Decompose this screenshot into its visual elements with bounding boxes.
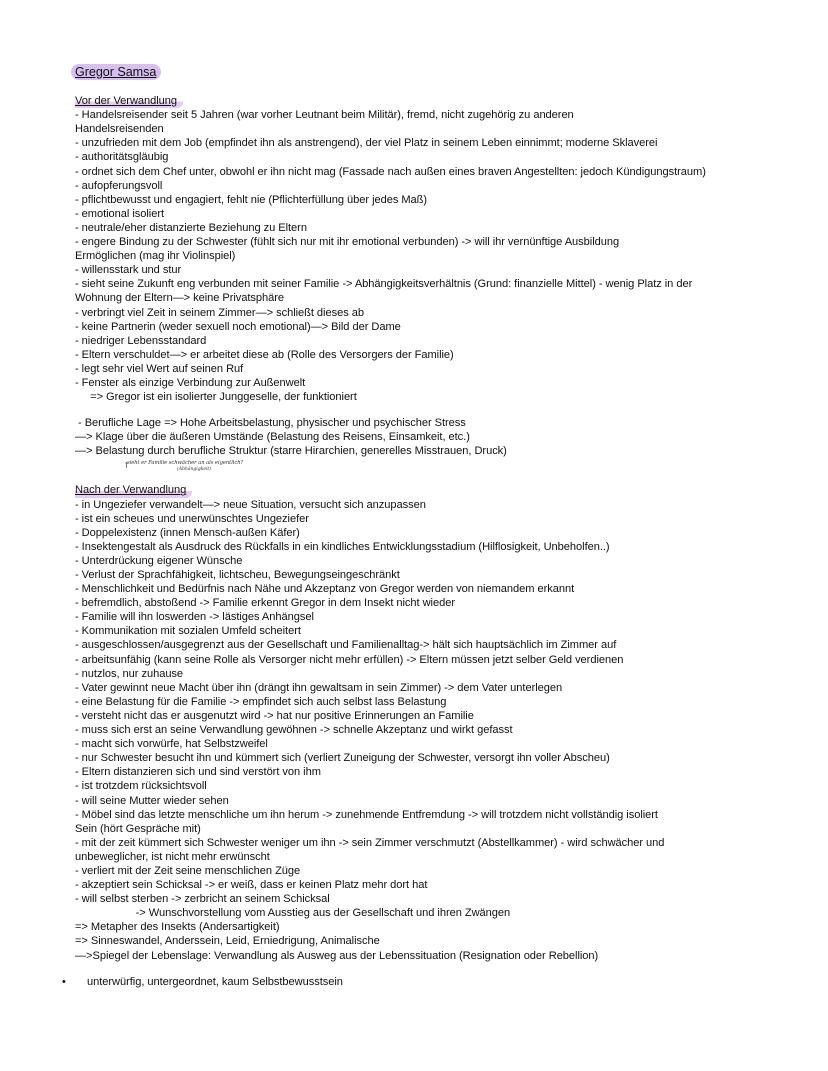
text-line: - ordnet sich dem Chef unter, obwohl er ihn nicht mag (Fassade nach außen eines braven Angestellten: jedoch Kündigungstraum) — [75, 165, 706, 178]
bullet-dot-icon: • — [62, 975, 66, 988]
text-line: - aufopferungsvoll — [75, 179, 163, 192]
text-line: - emotional isoliert — [75, 207, 165, 220]
text-line: - Eltern verschuldet—> er arbeitet diese ab (Rolle des Versorgers der Familie) — [75, 348, 454, 361]
text-line: Handelsreisenden — [75, 123, 164, 136]
section-heading-after: Nach der Verwandlung — [75, 483, 192, 497]
text-line: unbeweglicher, ist nicht mehr erwünscht — [75, 850, 270, 863]
text-line: - niedriger Lebensstandard — [75, 334, 207, 347]
text-line: - verbringt viel Zeit in seinem Zimmer—> schließt dieses ab — [75, 306, 364, 319]
text-line: - unzufrieden mit dem Job (empfindet ihn als anstrengend), der viel Platz in seinem Leben einnimmt; moderne Sklaverei — [75, 137, 658, 150]
page-title: Gregor Samsa — [71, 64, 161, 80]
text-line: => Sinneswandel, Anderssein, Leid, Erniedrigung, Animalische — [75, 935, 380, 948]
text-line: - sieht seine Zukunft eng verbunden mit seiner Familie -> Abhängigkeitsverhältnis (Grund: finanzielle Mittel) - wenig Platz in der — [75, 278, 693, 291]
text-line: - arbeitsunfähig (kann seine Rolle als Versorger nicht mehr erfüllen) -> Eltern müssen jetzt selber Geld verdienen — [75, 653, 624, 666]
text-line: - will seine Mutter wieder sehen — [75, 794, 229, 807]
section-after — [62, 483, 805, 988]
spacer — [75, 404, 805, 416]
text-line: Ermöglichen (mag ihr Violinspiel) — [75, 250, 236, 263]
spacer — [75, 963, 805, 975]
text-line: - muss sich erst an seine Verwandlung gewöhnen -> schnelle Akzeptanz und wirkt gefasst — [75, 724, 513, 737]
text-line: - ist trotzdem rücksichtsvoll — [75, 780, 207, 793]
text-line: - legt sehr viel Wert auf seinen Ruf — [75, 362, 244, 375]
text-line: - ausgeschlossen/ausgegrenzt aus der Gesellschaft und Familienalltag-> hält sich hauptsächlich im Zimmer auf — [75, 639, 617, 652]
text-line: - in Ungeziefer verwandelt—> neue Situation, versucht sich anzupassen — [75, 498, 426, 511]
text-line: - nutzlos, nur zuhause — [75, 667, 184, 680]
text-line: - authoritätsgläubig — [75, 151, 169, 164]
text-line: - Insektengestalt als Ausdruck des Rückfalls in ein kindliches Entwicklungsstadium (Hilflosigkeit, Unbeholfen..) — [75, 540, 610, 553]
text-line: => Metapher des Insekts (Andersartigkeit) — [75, 921, 280, 934]
summary-line: —> Belastung durch berufliche Struktur (starre Hirarchien, generelles Misstrauen, Druck) — [75, 445, 507, 458]
page-title-row — [75, 64, 805, 80]
text-line: - willensstark und stur — [75, 264, 182, 277]
text-line: - Unterdrückung eigener Wünsche — [75, 554, 243, 567]
text-line: - engere Bindung zu der Schwester (fühlt sich nur mit ihr emotional verbunden) -> will ihr vernünftige Ausbildung — [75, 236, 620, 249]
spacer — [75, 80, 805, 94]
text-line: - verliert mit der Zeit seine menschlichen Züge — [75, 864, 301, 877]
section-before — [75, 94, 805, 458]
text-line: - Kommunikation mit sozialen Umfeld scheitert — [75, 625, 301, 638]
text-line: -> Wunschvorstellung vom Ausstieg aus der Gesellschaft und ihren Zwängen — [75, 907, 511, 920]
bullet-item — [62, 975, 805, 989]
text-line: - keine Partnerin (weder sexuell noch emotional)—> Bild der Dame — [75, 320, 401, 333]
text-line: - Fenster als einzige Verbindung zur Außenwelt — [75, 376, 306, 389]
summary-line: —> Klage über die äußeren Umstände (Belastung des Reisens, Einsamkeit, etc.) — [75, 431, 470, 444]
text-line: - Handelsreisender seit 5 Jahren (war vorher Leutnant beim Militär), fremd, nicht zugehörig zu anderen — [75, 109, 574, 122]
text-line: - ist ein scheues und unerwünschtes Ungeziefer — [75, 512, 309, 525]
document-page — [62, 64, 805, 989]
text-line: - will selbst sterben -> zerbricht an seinem Schicksal — [75, 893, 330, 906]
text-line: - versteht nicht das er ausgenutzt wird -> hat nur positive Erinnerungen an Familie — [75, 709, 474, 722]
handwritten-arrow-icon: ↑ — [123, 461, 130, 471]
text-line: - macht sich vorwürfe, hat Selbstzweifel — [75, 738, 268, 751]
text-line: - Verlust der Sprachfähigkeit, lichtscheu, Bewegungseingeschränkt — [75, 569, 400, 581]
text-line: - nur Schwester besucht ihn und kümmert sich (verliert Zuneigung der Schwester, versorgt ihn voller Abscheu) — [75, 752, 610, 765]
section-before-summary — [75, 416, 805, 458]
text-line: Sein (hört Gespräche mit) — [75, 822, 201, 835]
section-before-lines — [75, 108, 805, 404]
text-line: - pflichtbewusst und engagiert, fehlt nie (Pflichterfüllung über jedes Maß) — [75, 193, 428, 206]
handwritten-note — [123, 460, 244, 473]
text-line: - Familie will ihn loswerden -> lästiges Anhängsel — [75, 611, 314, 624]
text-line: - neutrale/eher distanzierte Beziehung zu Eltern — [75, 221, 307, 234]
handwritten-note-sub: (Abhängigkeit) — [177, 467, 211, 473]
text-line: - Möbel sind das letzte menschliche um ihn herum -> zunehmende Entfremdung -> will trotzdem nicht vollständig isoliert — [75, 808, 658, 821]
text-line: - befremdlich, abstoßend -> Familie erkennt Gregor in dem Insekt nicht wieder — [75, 597, 455, 610]
text-line: - Eltern distanzieren sich und sind verstört von ihm — [75, 766, 321, 779]
section-heading-before: Vor der Verwandlung — [75, 94, 183, 108]
text-line: - Menschlichkeit und Bedürfnis nach Nähe und Akzeptanz von Gregor werden von niemandem erkannt — [75, 583, 575, 596]
text-line: Wohnung der Eltern—> keine Privatsphäre — [75, 292, 285, 305]
text-line: - mit der zeit kümmert sich Schwester weniger um ihn -> sein Zimmer verschmutzt (Abstellkammer) - wird schwächer und — [75, 836, 665, 849]
handwritten-note-text: sieht er Familie schwächer an als eigentlich? — [127, 460, 244, 467]
section-after-lines — [75, 498, 805, 963]
text-line: - Vater gewinnt neue Macht über ihn (drängt ihn gewaltsam in sein Zimmer) -> dem Vater unterlegen — [75, 681, 563, 694]
text-line: => Gregor ist ein isolierter Junggeselle, der funktioniert — [75, 391, 357, 404]
handnote-area — [75, 458, 805, 483]
text-line: - akzeptiert sein Schicksal -> er weiß, dass er keinen Platz mehr dort hat — [75, 879, 428, 892]
summary-line: - Berufliche Lage => Hohe Arbeitsbelastung, physischer und psychischer Stress — [75, 417, 466, 430]
text-line: —>Spiegel der Lebenslage: Verwandlung als Ausweg aus der Lebenssituation (Resignation oder Rebellion) — [75, 949, 599, 962]
text-line: - eine Belastung für die Familie -> empfindet sich auch selbst lass Belastung — [75, 695, 447, 708]
text-line: - Doppelexistenz (innen Mensch-außen Käfer) — [75, 526, 300, 539]
bullet-text: unterwürfig, untergeordnet, kaum Selbstbewusstsein — [87, 975, 343, 988]
